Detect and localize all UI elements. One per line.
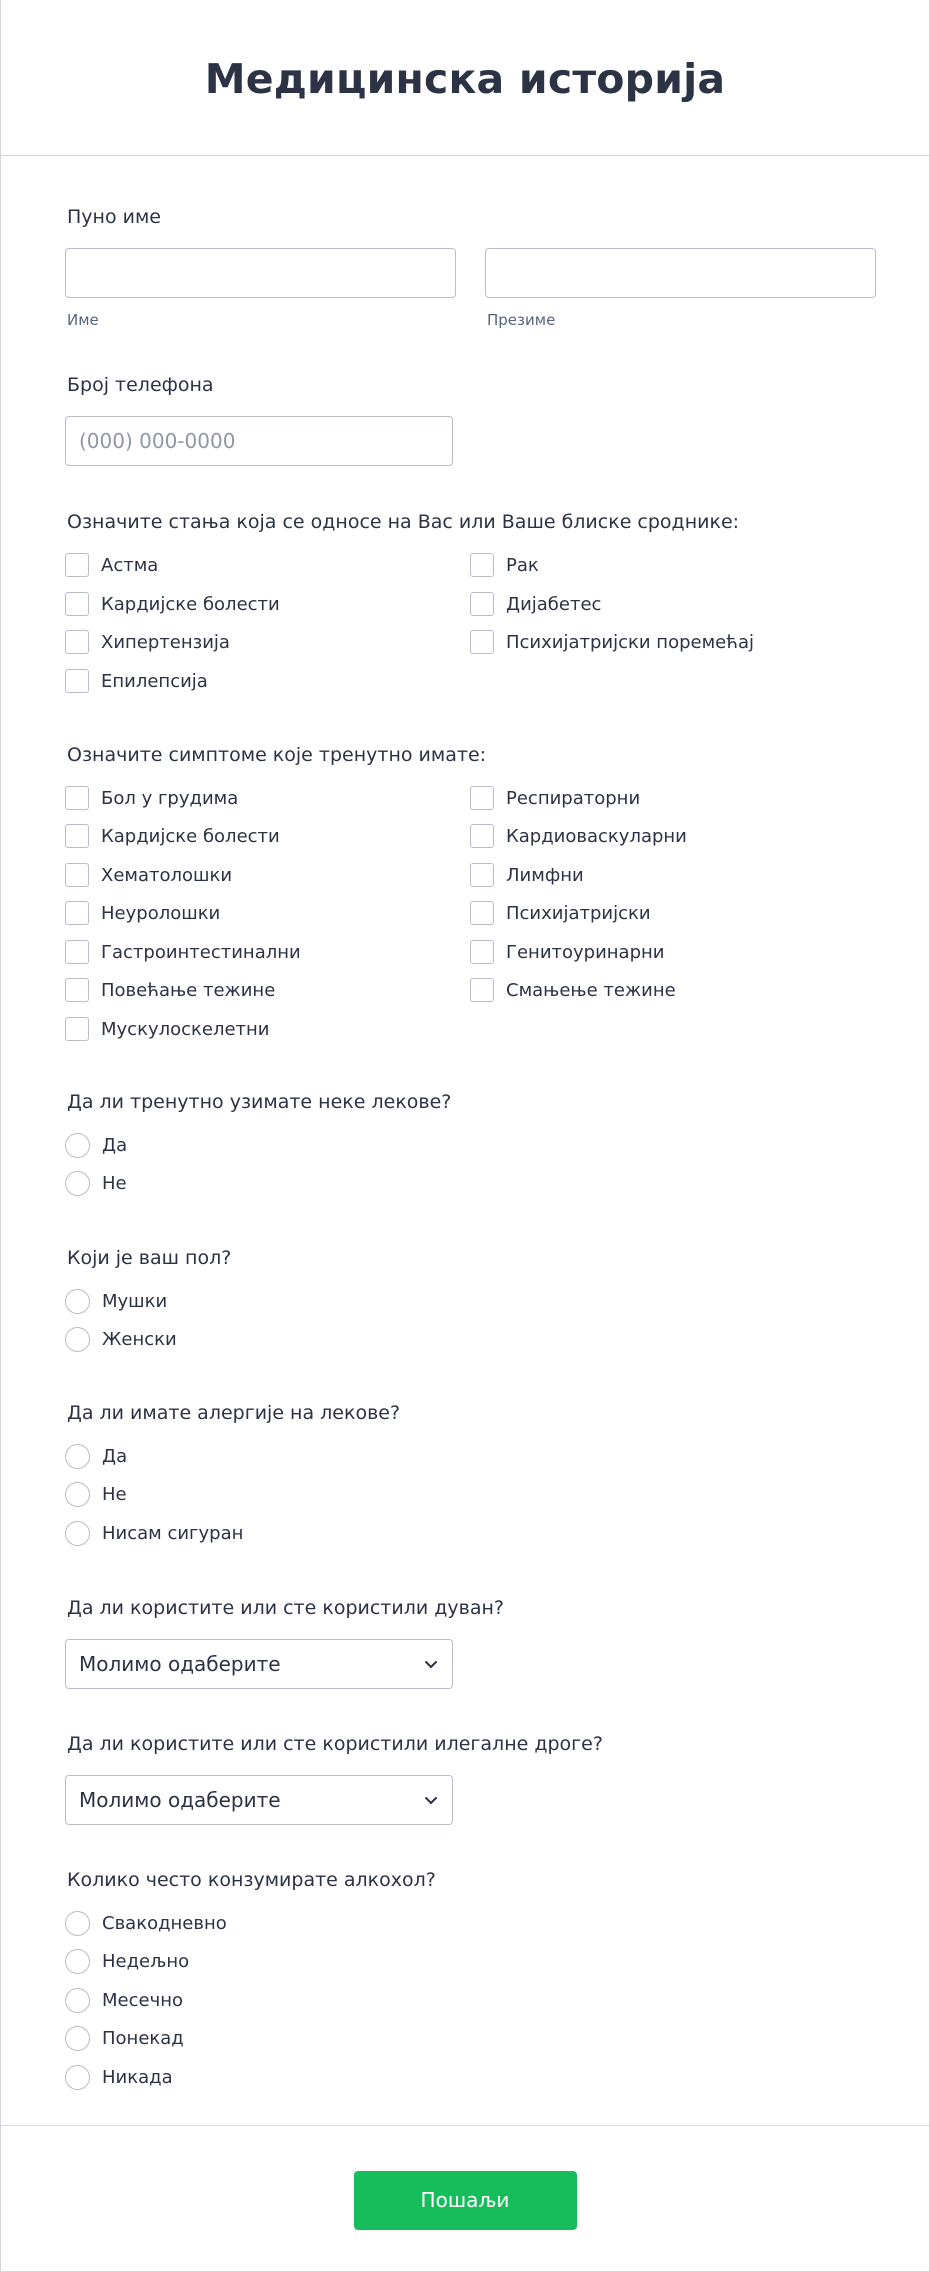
drugs-label: Да ли користите или сте користили илегалне дроге? <box>67 1733 603 1755</box>
radio-button[interactable] <box>65 1133 90 1158</box>
drugs-select-value: Молимо одаберите <box>79 1788 281 1812</box>
condition-option-label: Дијабетес <box>506 593 602 615</box>
radio-button[interactable] <box>65 2026 90 2051</box>
checkbox[interactable] <box>65 553 89 577</box>
phone-placeholder: (000) 000-0000 <box>79 429 236 453</box>
form-footer <box>1 2125 929 2271</box>
phone-label: Број телефона <box>67 374 214 396</box>
gender-option[interactable] <box>67 1326 177 1352</box>
symptom-option[interactable] <box>67 900 220 926</box>
medications-label: Да ли тренутно узимате неке лекове? <box>67 1091 452 1113</box>
symptoms-field <box>67 743 877 1043</box>
checkbox[interactable] <box>470 901 494 925</box>
symptom-option[interactable] <box>472 823 687 849</box>
condition-option-label: Психијатријски поремећај <box>506 631 755 653</box>
phone-input[interactable] <box>65 416 453 466</box>
alcohol-option-label: Понекад <box>102 2027 184 2049</box>
allergies-field <box>67 1401 877 1551</box>
alcohol-option[interactable] <box>67 1910 227 1936</box>
conditions-field <box>67 510 877 700</box>
alcohol-option[interactable] <box>67 2064 173 2090</box>
gender-field <box>67 1246 877 1356</box>
condition-option[interactable] <box>67 591 280 617</box>
checkbox[interactable] <box>65 630 89 654</box>
checkbox[interactable] <box>470 592 494 616</box>
symptom-option[interactable] <box>67 823 280 849</box>
condition-option-label: Кардијске болести <box>101 593 280 615</box>
checkbox[interactable] <box>470 940 494 964</box>
condition-option[interactable] <box>472 552 539 578</box>
chevron-down-icon <box>423 1656 439 1672</box>
symptoms-label: Означите симптоме које тренутно имате: <box>67 744 487 766</box>
symptom-option-label: Кардиоваскуларни <box>506 825 687 847</box>
checkbox[interactable] <box>470 553 494 577</box>
checkbox[interactable] <box>65 824 89 848</box>
allergies-option-label: Не <box>102 1483 127 1505</box>
alcohol-field <box>67 1868 877 2098</box>
checkbox[interactable] <box>65 1017 89 1041</box>
condition-option-label: Епилепсија <box>101 670 208 692</box>
checkbox[interactable] <box>65 863 89 887</box>
symptom-option-label: Генитоуринарни <box>506 941 665 963</box>
checkbox[interactable] <box>65 669 89 693</box>
medications-option[interactable] <box>67 1170 127 1196</box>
checkbox[interactable] <box>470 978 494 1002</box>
first-name-sublabel: Име <box>67 311 99 329</box>
condition-option-label: Рак <box>506 554 539 576</box>
symptom-option-label: Мускулоскелетни <box>101 1018 270 1040</box>
medications-option-label: Да <box>102 1134 128 1156</box>
symptom-option[interactable] <box>472 785 640 811</box>
checkbox[interactable] <box>470 863 494 887</box>
radio-button[interactable] <box>65 1988 90 2013</box>
checkbox[interactable] <box>65 786 89 810</box>
symptom-option-label: Бол у грудима <box>101 787 239 809</box>
allergies-option[interactable] <box>67 1481 127 1507</box>
form-title: Медицинска историја <box>204 54 726 103</box>
tobacco-field <box>67 1596 877 1696</box>
condition-option[interactable] <box>472 629 754 655</box>
allergies-label: Да ли имате алергије на лекове? <box>67 1402 401 1424</box>
symptom-option[interactable] <box>472 862 584 888</box>
tobacco-label: Да ли користите или сте користили дуван? <box>67 1597 504 1619</box>
radio-button[interactable] <box>65 1911 90 1936</box>
gender-option[interactable] <box>67 1288 167 1314</box>
radio-button[interactable] <box>65 1521 90 1546</box>
submit-button[interactable]: Пошаљи <box>354 2171 577 2230</box>
drugs-field <box>67 1732 877 1832</box>
radio-button[interactable] <box>65 1289 90 1314</box>
allergies-option-label: Нисам сигуран <box>102 1522 244 1544</box>
alcohol-option-label: Месечно <box>102 1989 183 2011</box>
symptom-option-label: Повећање тежине <box>101 979 276 1001</box>
symptom-option[interactable] <box>472 939 664 965</box>
symptom-option-label: Респираторни <box>506 787 641 809</box>
checkbox[interactable] <box>65 901 89 925</box>
checkbox[interactable] <box>65 978 89 1002</box>
alcohol-option[interactable] <box>67 1987 183 2013</box>
radio-button[interactable] <box>65 1949 90 1974</box>
allergies-option[interactable] <box>67 1520 243 1546</box>
gender-option-label: Женски <box>102 1328 177 1350</box>
full-name-label: Пуно име <box>67 206 161 228</box>
condition-option[interactable] <box>67 552 158 578</box>
full-name-field <box>67 205 877 335</box>
symptom-option-label: Лимфни <box>506 864 584 886</box>
last-name-input[interactable] <box>485 248 876 298</box>
gender-option-label: Мушки <box>102 1290 168 1312</box>
radio-button[interactable] <box>65 2065 90 2090</box>
symptom-option-label: Смањење тежине <box>506 979 676 1001</box>
phone-field <box>67 373 877 473</box>
symptom-option[interactable] <box>67 977 275 1003</box>
first-name-input[interactable] <box>65 248 456 298</box>
symptom-option-label: Кардијске болести <box>101 825 280 847</box>
conditions-label: Означите стања која се односе на Вас или Ваше блиске сроднике: <box>67 511 740 533</box>
radio-button[interactable] <box>65 1482 90 1507</box>
symptom-option[interactable] <box>67 939 301 965</box>
symptom-option[interactable] <box>67 785 238 811</box>
condition-option-label: Хипертензија <box>101 631 230 653</box>
tobacco-select-value: Молимо одаберите <box>79 1652 281 1676</box>
radio-button[interactable] <box>65 1327 90 1352</box>
gender-label: Који је ваш пол? <box>67 1247 232 1269</box>
medications-field <box>67 1090 877 1200</box>
medications-option-label: Не <box>102 1172 127 1194</box>
symptom-option[interactable] <box>67 862 232 888</box>
checkbox[interactable] <box>470 630 494 654</box>
medications-option[interactable] <box>67 1132 127 1158</box>
checkbox[interactable] <box>65 940 89 964</box>
alcohol-option[interactable] <box>67 1948 189 1974</box>
symptom-option-label: Хематолошки <box>101 864 233 886</box>
symptom-option-label: Гастроинтестинални <box>101 941 301 963</box>
alcohol-option-label: Недељно <box>102 1950 190 1972</box>
symptom-option[interactable] <box>472 900 651 926</box>
alcohol-option-label: Свакодневно <box>102 1912 227 1934</box>
condition-option[interactable] <box>67 629 230 655</box>
checkbox[interactable] <box>470 786 494 810</box>
allergies-option-label: Да <box>102 1445 128 1467</box>
last-name-sublabel: Презиме <box>487 311 556 329</box>
condition-option[interactable] <box>67 668 208 694</box>
symptom-option-label: Неуролошки <box>101 902 221 924</box>
drugs-select[interactable] <box>65 1775 453 1825</box>
alcohol-label: Колико често конзумирате алкохол? <box>67 1869 436 1891</box>
allergies-option[interactable] <box>67 1443 127 1469</box>
form-header <box>1 0 929 156</box>
alcohol-option[interactable] <box>67 2025 184 2051</box>
symptom-option[interactable] <box>67 1016 270 1042</box>
chevron-down-icon <box>423 1792 439 1808</box>
checkbox[interactable] <box>470 824 494 848</box>
radio-button[interactable] <box>65 1171 90 1196</box>
alcohol-option-label: Никада <box>102 2066 173 2088</box>
radio-button[interactable] <box>65 1444 90 1469</box>
condition-option-label: Астма <box>101 554 159 576</box>
checkbox[interactable] <box>65 592 89 616</box>
symptom-option-label: Психијатријски <box>506 902 651 924</box>
condition-option[interactable] <box>472 591 601 617</box>
tobacco-select[interactable] <box>65 1639 453 1689</box>
symptom-option[interactable] <box>472 977 676 1003</box>
